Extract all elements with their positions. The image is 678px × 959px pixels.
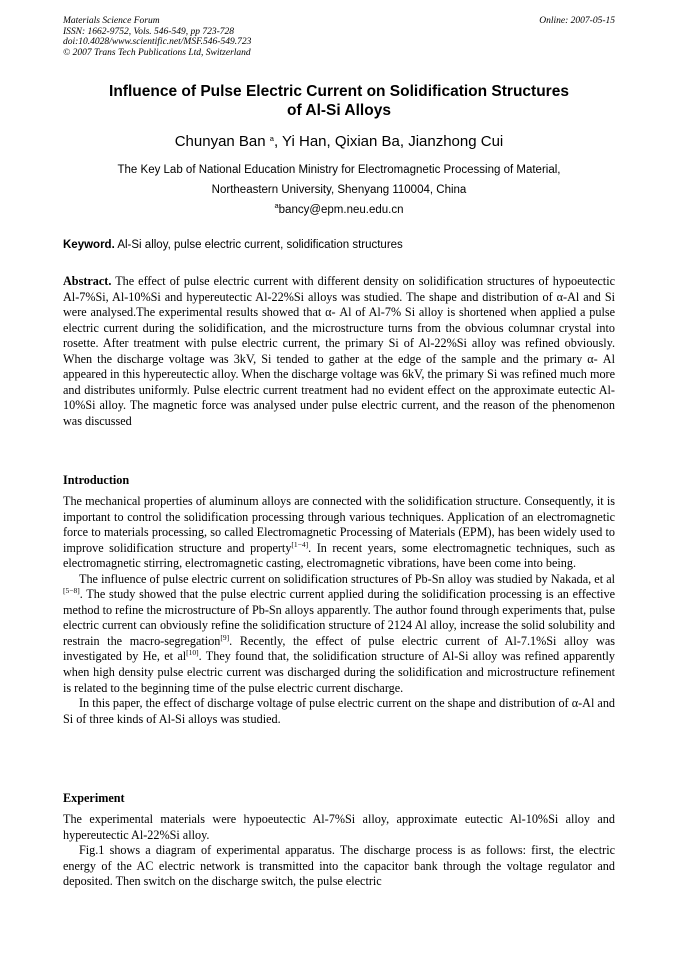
citation: [10] — [186, 648, 199, 658]
abstract — [63, 274, 615, 429]
experiment-body — [63, 812, 615, 890]
affiliation-line-1: The Key Lab of National Education Ministry for Electromagnetic Processing of Material, — [117, 164, 561, 176]
citation: [9] — [220, 632, 230, 642]
title-line-1: Influence of Pulse Electric Current on Solidification Structures — [109, 83, 569, 100]
intro-paragraph-3: In this paper, the effect of discharge voltage of pulse electric current on the shape and distribution of α-Al and Si of three kinds of Al-Si alloys was studied. — [63, 696, 615, 726]
copyright-line: © 2007 Trans Tech Publications Ltd, Switzerland — [63, 47, 251, 58]
experiment-heading: Experiment — [63, 791, 125, 805]
author-name: Chunyan Ban — [174, 133, 266, 150]
author-list — [60, 133, 618, 151]
experiment-paragraph-1: The experimental materials were hypoeutectic Al-7%Si alloy, approximate eutectic Al-10%Si alloy and hypereutectic Al-22%Si alloy. — [63, 812, 615, 842]
intro-paragraph-1: The mechanical properties of aluminum alloys are connected with the solidification structure. Consequently, it is important to control the solidification processing through various techniques. Application of an electromagnetic force to materials processing, so called Electromagnetic Processing of Materials (EPM), has been widely used to improve solidification structure and property[1−4]. In recent years, some electromagnetic techniques, such as electromagnetic stirring, electromagnetic casting, electromagnetic vibrations, have been come into being. — [63, 494, 616, 571]
journal-header — [63, 16, 251, 58]
online-date: Online: 2007-05-15 — [539, 16, 615, 26]
affiliation — [60, 160, 618, 200]
abstract-text: The effect of pulse electric current with different density on solidification structures of hypoeutectic Al-7%Si, Al-10%Si and hypereutectic Al-22%Si alloys was studied. The shape and distribution of α-Al and Si were analysed.The experimental results showed that α- Al of Al-7% Si alloy is shortened when applied a pulse electric current during the solidification, and the microstructure turns from the obvious columnar crystal into rosette. After treatment with pulse electric current, the primary Si of Al-22%Si alloy was refined obviously. When the discharge voltage was 3kV, Si tended to gather at the edge of the sample and the primary α- Al appeared in this hypereutectic alloy. When the discharge voltage was 6kV, the primary Si was refined much more and distributes uniformly. Pulse electric current treatment had no evident effect on the approximate eutectic Al-10%Si alloy. The magnetic force was analysed under pulse electric current, and the reason of the phenomenon was discussed — [63, 274, 615, 428]
introduction-body — [63, 494, 615, 727]
keywords — [63, 238, 615, 253]
doi-line: doi:10.4028/www.scientific.net/MSF.546-549.723 — [63, 37, 252, 48]
paper-title — [60, 82, 618, 120]
other-authors: , Yi Han, Qixian Ba, Jianzhong Cui — [273, 133, 504, 150]
keywords-label: Keyword. — [63, 239, 115, 251]
title-line-2: of Al-Si Alloys — [287, 102, 391, 119]
citation: [1−4] — [291, 539, 309, 549]
intro-paragraph-2: The influence of pulse electric current on solidification structures of Pb-Sn alloy was studied by Nakada, et al [5−8]. The study showed that the pulse electric current applied during the solidification processing is an effective method to refine the microstructure of Pb-Sn alloys apparently. The author found through experiments that, pulse electric current can obviously refine the solidification structure of 2124 Al alloy, increase the solid solubility and restrain the macro-segregation[9]. Recently, the effect of pulse electric current of Al-7.1%Si alloy was investigated by He, et al[10]. They found that, the solidification structure of Al-Si alloy was refined apparently when high density pulse electric current was discharged during the solidification and microstructure refinement is related to the beginning time of the pulse electric current discharge. — [63, 571, 616, 695]
author-affil-marker: a — [269, 134, 274, 143]
email-address: bancy@epm.neu.edu.cn — [278, 204, 404, 216]
author-email — [60, 201, 618, 219]
abstract-label: Abstract. — [63, 274, 112, 288]
citation: [5−8] — [63, 586, 80, 596]
affiliation-line-2: Northeastern University, Shenyang 110004, China — [211, 184, 467, 196]
issn-line: ISSN: 1662-9752, Vols. 546-549, pp 723-728 — [63, 26, 234, 37]
email-marker: a — [274, 201, 279, 210]
introduction-heading: Introduction — [63, 473, 130, 487]
journal-name: Materials Science Forum — [63, 16, 160, 26]
experiment-paragraph-2: Fig.1 shows a diagram of experimental apparatus. The discharge process is as follows: first, the electric energy of the AC electric network is transmitted into the capacitor bank through the voltage regulator and deposited. Then switch on the discharge switch, the pulse electric — [63, 843, 615, 889]
keywords-text: Al-Si alloy, pulse electric current, solidification structures — [114, 239, 403, 251]
